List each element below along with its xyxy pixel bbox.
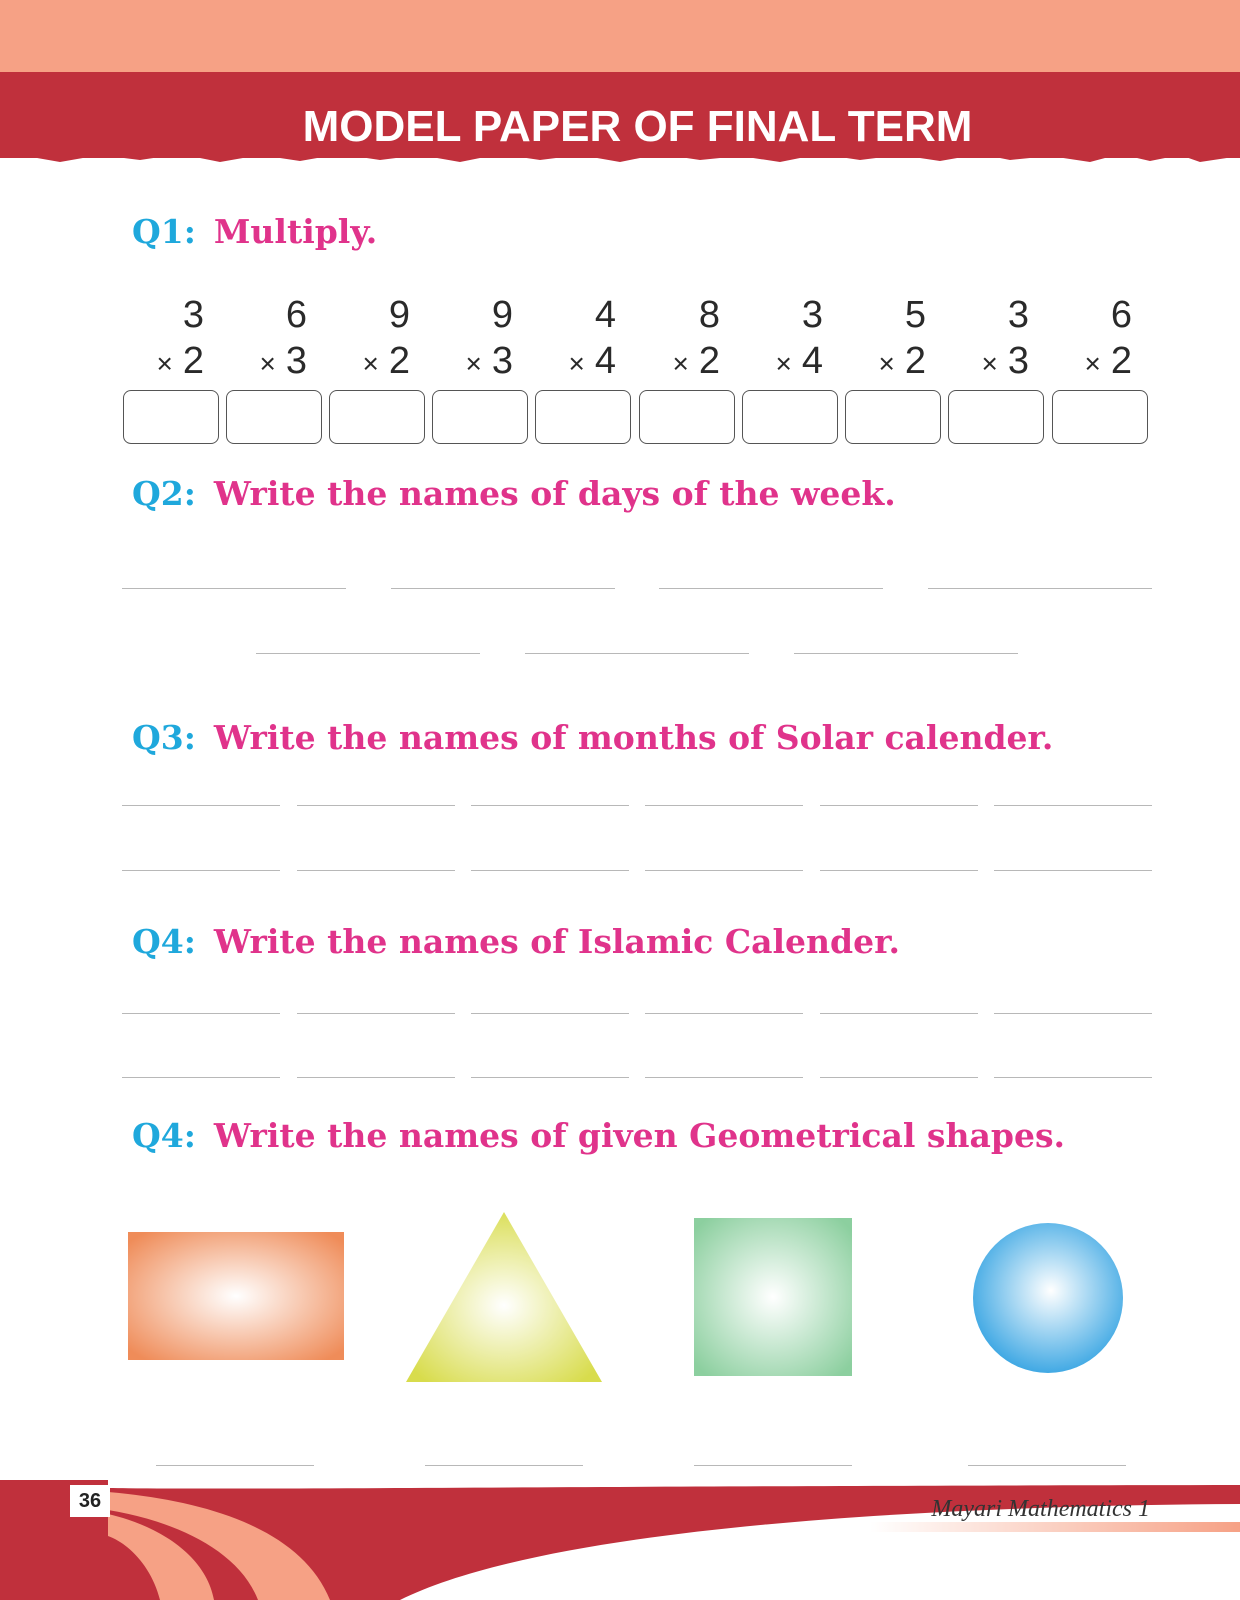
multiplier: 2 [182, 340, 204, 382]
writing-line[interactable] [122, 588, 346, 589]
writing-line[interactable] [994, 1013, 1152, 1014]
answer-box[interactable] [535, 390, 631, 444]
multiplicand: 3 [1007, 294, 1029, 336]
multiplication-problem [516, 292, 616, 387]
writing-line[interactable] [820, 1013, 978, 1014]
multiplier: 3 [285, 340, 307, 382]
question-number: Q3: [132, 718, 196, 757]
question-4-heading [132, 922, 900, 962]
writing-line[interactable] [820, 805, 978, 806]
writing-line[interactable] [928, 588, 1152, 589]
answer-box[interactable] [1052, 390, 1148, 444]
multiplication-problem [723, 292, 823, 387]
multiplicand: 4 [594, 294, 616, 336]
writing-line[interactable] [794, 653, 1018, 654]
times-sign: × [775, 348, 792, 379]
times-sign: × [259, 348, 276, 379]
times-sign: × [878, 348, 895, 379]
times-sign: × [981, 348, 998, 379]
multiplier: 2 [1110, 340, 1132, 382]
question-number: Q2: [132, 474, 196, 513]
writing-line[interactable] [471, 1077, 629, 1078]
page-number: 36 [70, 1485, 110, 1517]
multiplier: 2 [388, 340, 410, 382]
answer-box[interactable] [123, 390, 219, 444]
multiplication-problem [826, 292, 926, 387]
writing-line[interactable] [471, 1013, 629, 1014]
answer-box[interactable] [845, 390, 941, 444]
multiplication-problem [104, 292, 204, 387]
writing-line[interactable] [820, 1077, 978, 1078]
writing-line[interactable] [156, 1465, 314, 1466]
circle-shape [973, 1223, 1123, 1373]
writing-line[interactable] [391, 588, 615, 589]
multiplicand: 8 [698, 294, 720, 336]
writing-line[interactable] [994, 805, 1152, 806]
writing-line[interactable] [122, 870, 280, 871]
question-5-heading [132, 1116, 1065, 1156]
times-sign: × [672, 348, 689, 379]
question-3-heading [132, 718, 1053, 758]
times-sign: × [156, 348, 173, 379]
multiplier: 4 [594, 340, 616, 382]
answer-box[interactable] [742, 390, 838, 444]
multiplicand: 3 [182, 294, 204, 336]
writing-line[interactable] [256, 653, 480, 654]
multiplier: 2 [904, 340, 926, 382]
multiplication-problem [207, 292, 307, 387]
writing-line[interactable] [297, 870, 455, 871]
multiplication-problem [310, 292, 410, 387]
times-sign: × [362, 348, 379, 379]
question-1-heading [132, 212, 377, 252]
answer-box[interactable] [329, 390, 425, 444]
question-text: Write the names of given Geometrical shapes. [213, 1116, 1066, 1155]
question-number: Q4: [132, 1116, 196, 1155]
answer-box[interactable] [432, 390, 528, 444]
question-number: Q4: [132, 922, 196, 961]
question-text: Multiply. [213, 212, 378, 251]
triangle-shape [406, 1212, 602, 1382]
square-shape [694, 1218, 852, 1376]
writing-line[interactable] [525, 653, 749, 654]
answer-box[interactable] [639, 390, 735, 444]
writing-line[interactable] [694, 1465, 852, 1466]
writing-line[interactable] [297, 1077, 455, 1078]
header-top-band [0, 0, 1240, 72]
times-sign: × [465, 348, 482, 379]
multiplicand: 9 [491, 294, 513, 336]
writing-line[interactable] [122, 1077, 280, 1078]
writing-line[interactable] [471, 870, 629, 871]
writing-line[interactable] [820, 870, 978, 871]
writing-line[interactable] [994, 870, 1152, 871]
multiplication-problem [1032, 292, 1132, 387]
rectangle-shape [128, 1232, 344, 1360]
answer-box[interactable] [226, 390, 322, 444]
multiplicand: 9 [388, 294, 410, 336]
writing-line[interactable] [645, 805, 803, 806]
question-text: Write the names of Islamic Calender. [213, 922, 900, 961]
multiplicand: 6 [285, 294, 307, 336]
times-sign: × [1084, 348, 1101, 379]
multiplier: 4 [801, 340, 823, 382]
book-title: Mayari Mathematics 1 [931, 1496, 1150, 1522]
question-text: Write the names of days of the week. [213, 474, 896, 513]
multiplier: 3 [1007, 340, 1029, 382]
multiplication-problem [929, 292, 1029, 387]
question-text: Write the names of months of Solar calender. [213, 718, 1054, 757]
writing-line[interactable] [122, 805, 280, 806]
writing-line[interactable] [645, 1013, 803, 1014]
writing-line[interactable] [122, 1013, 280, 1014]
writing-line[interactable] [659, 588, 883, 589]
writing-line[interactable] [994, 1077, 1152, 1078]
multiplier: 3 [491, 340, 513, 382]
writing-line[interactable] [297, 805, 455, 806]
multiplicand: 5 [904, 294, 926, 336]
writing-line[interactable] [645, 1077, 803, 1078]
question-2-heading [132, 474, 896, 514]
writing-line[interactable] [968, 1465, 1126, 1466]
question-number: Q1: [132, 212, 196, 251]
multiplication-problem [413, 292, 513, 387]
multiplicand: 6 [1110, 294, 1132, 336]
times-sign: × [568, 348, 585, 379]
multiplicand: 3 [801, 294, 823, 336]
writing-line[interactable] [425, 1465, 583, 1466]
writing-line[interactable] [645, 870, 803, 871]
answer-box[interactable] [948, 390, 1044, 444]
page-title: MODEL PAPER OF FINAL TERM [302, 102, 973, 151]
writing-line[interactable] [297, 1013, 455, 1014]
writing-line[interactable] [471, 805, 629, 806]
multiplier: 2 [698, 340, 720, 382]
multiplication-problem [620, 292, 720, 387]
